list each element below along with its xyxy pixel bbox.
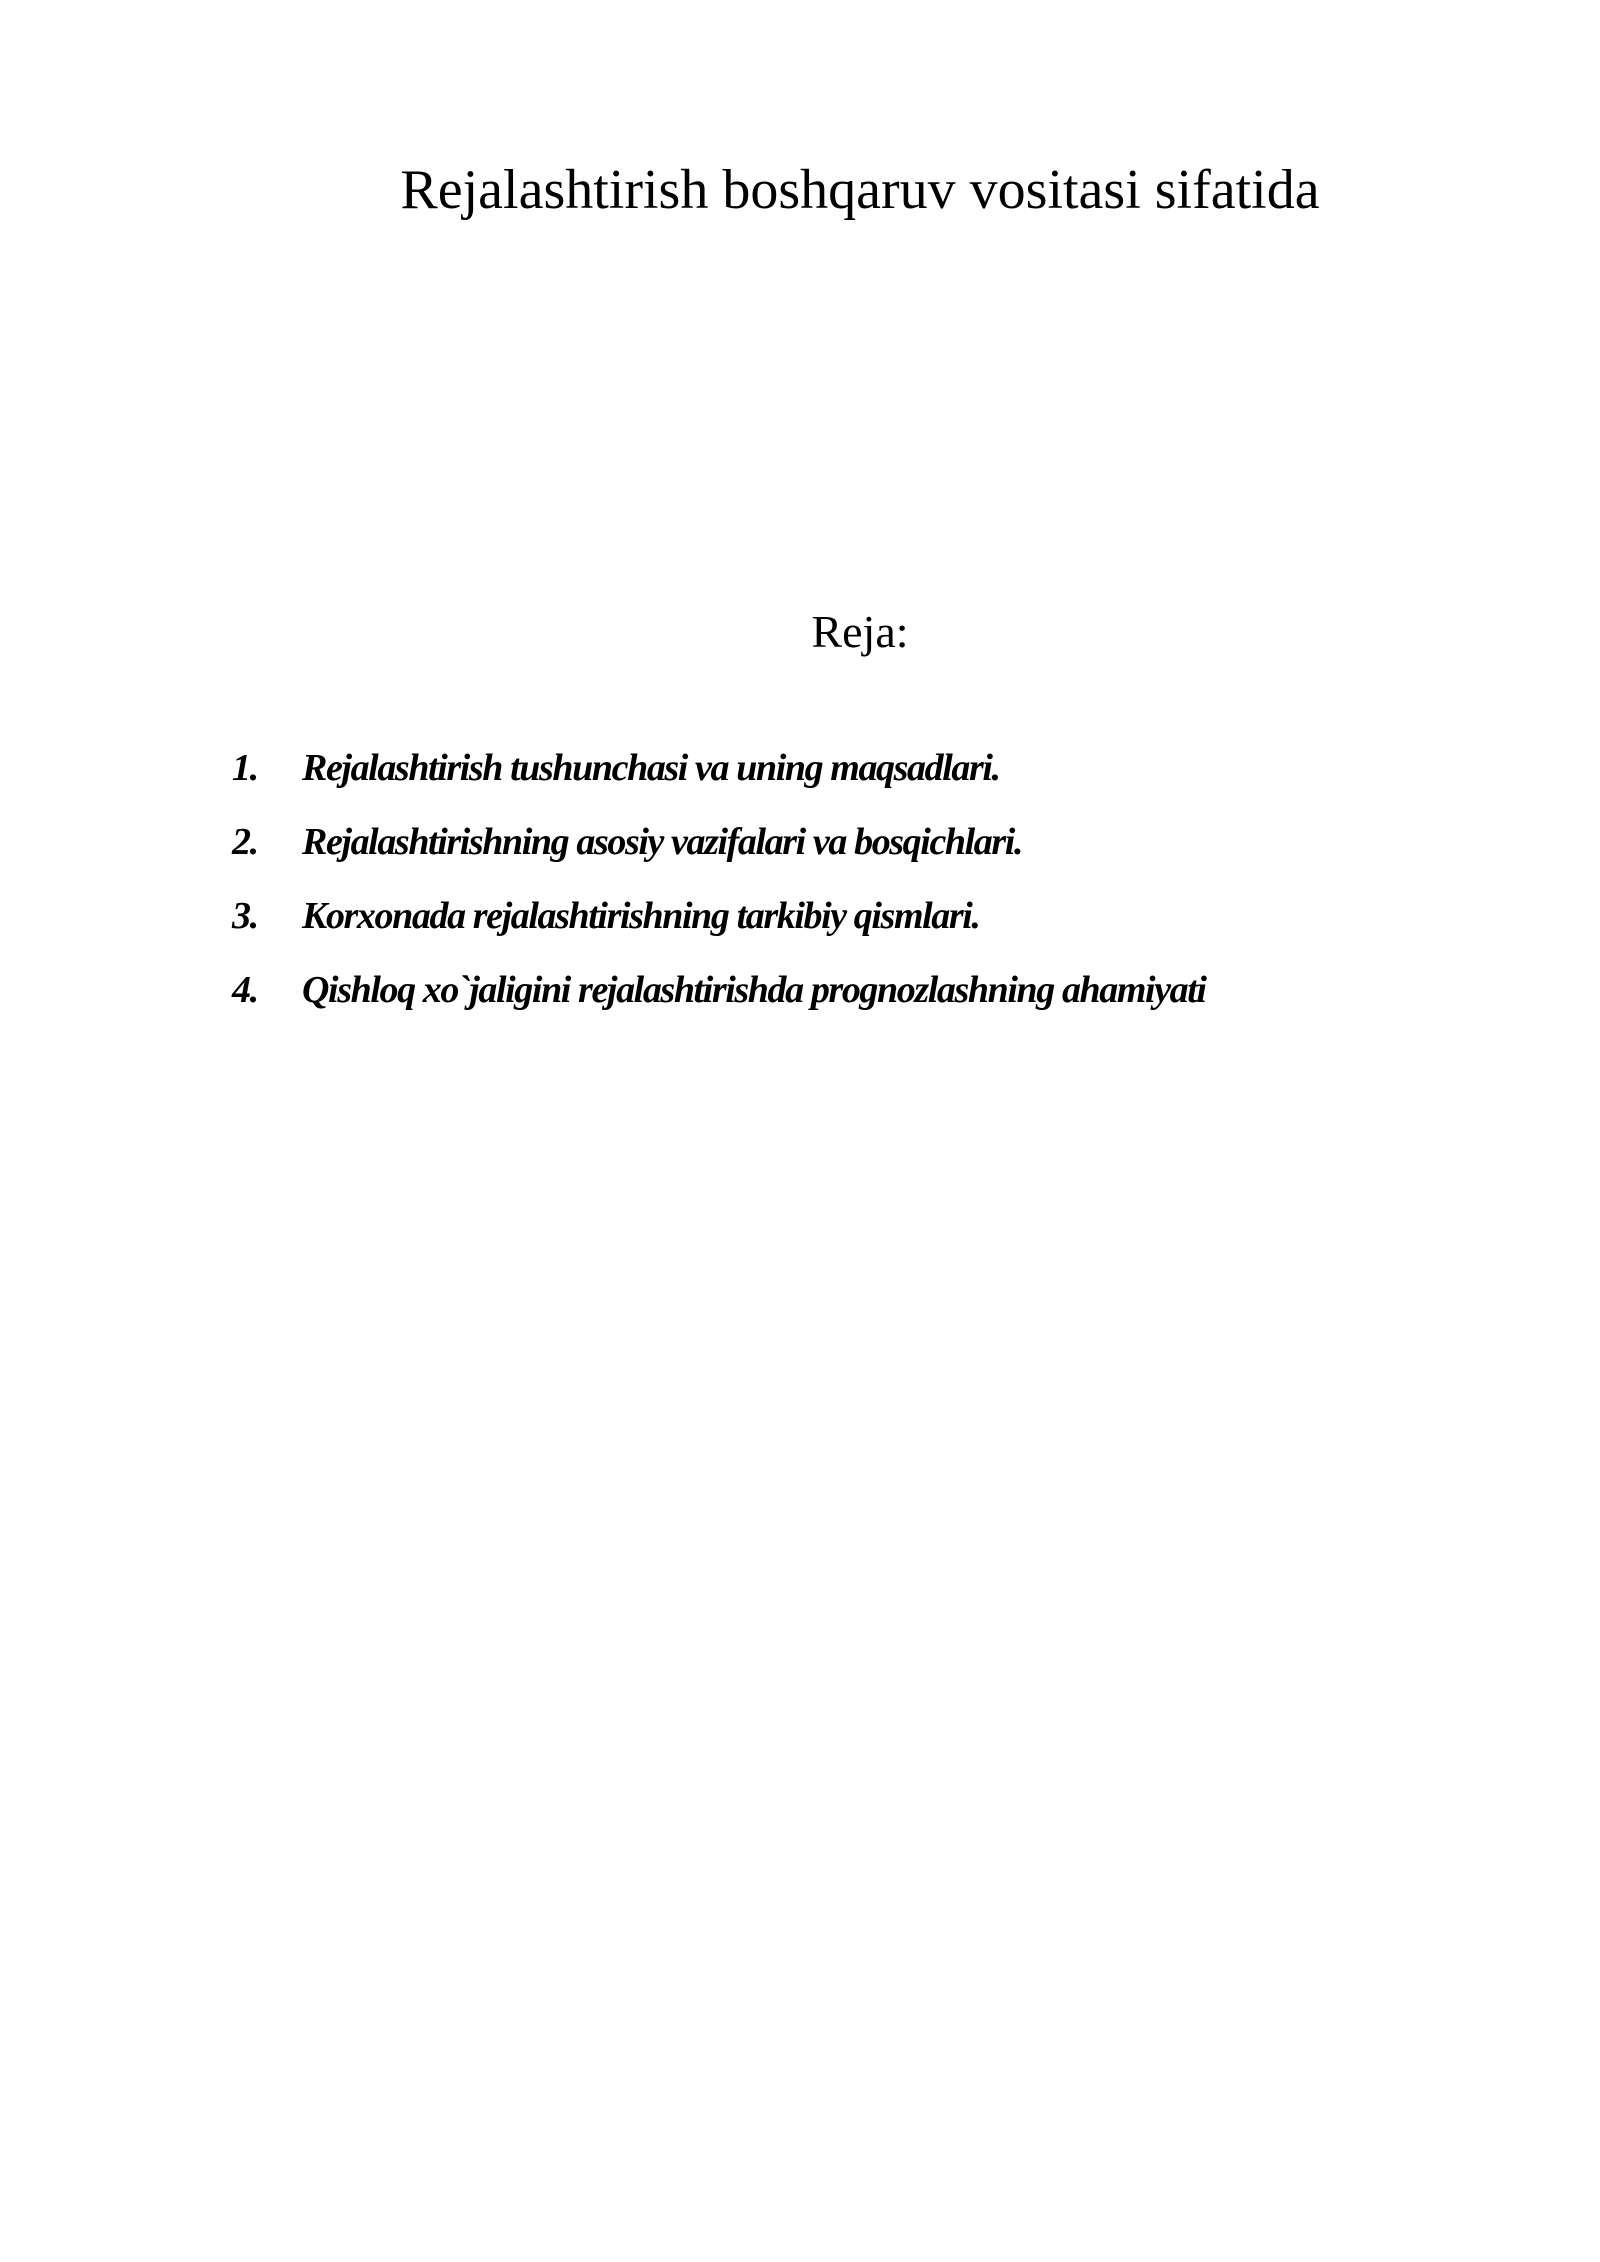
document-title: Rejalashtirish boshqaruv vositasi sifatida [400,159,1320,221]
plan-item-text: Rejalashtirish tushunchasi va uning maqsadlari. [302,747,1000,789]
plan-item [232,968,1206,1042]
plan-item [232,894,1206,968]
plan-item-text: Rejalashtirishning asosiy vazifalari va bosqichlari. [302,821,1023,863]
plan-list [232,746,1206,1042]
plan-item-text: Qishloq xo`jaligini rejalashtirishda prognozlashning ahamiyati [302,969,1206,1011]
plan-item [232,820,1206,894]
plan-item [232,746,1206,820]
plan-heading: Reja: [811,606,909,657]
plan-item-text: Korxonada rejalashtirishning tarkibiy qismlari. [302,895,980,937]
plan-item-number: 2. [232,821,258,863]
plan-item-number: 4. [232,969,258,1011]
plan-item-number: 1. [232,747,258,789]
plan-item-number: 3. [232,895,258,937]
